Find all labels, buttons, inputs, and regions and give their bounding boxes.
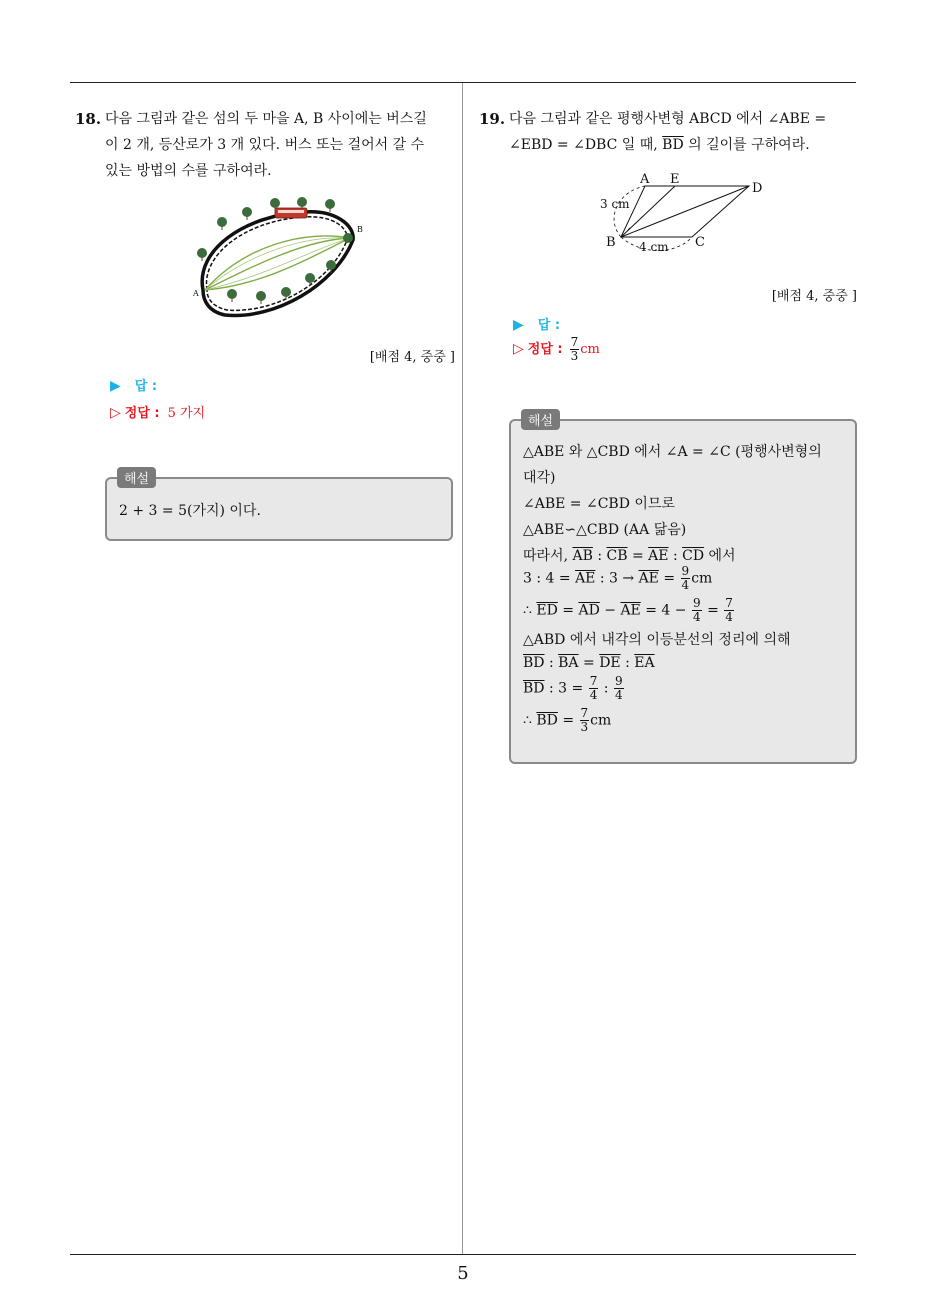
point-a-label: A bbox=[193, 289, 199, 298]
question-number: 18. bbox=[75, 110, 102, 128]
point-a-label: A bbox=[640, 172, 650, 187]
question-text-line: 있는 방법의 수를 구하여라. bbox=[105, 163, 272, 179]
solution-box-19 bbox=[509, 414, 857, 764]
solution-box-18 bbox=[105, 472, 453, 541]
point-c-label: C bbox=[695, 235, 705, 250]
question-19 bbox=[479, 106, 859, 158]
solution-line: 대각) bbox=[523, 470, 556, 486]
solution-tag: 해설 bbox=[521, 409, 560, 430]
question-text-line: 다음 그림과 같은 섬의 두 마을 A, B 사이에는 버스길 bbox=[105, 111, 427, 127]
point-d-label: D bbox=[752, 181, 763, 196]
page-number: 5 bbox=[457, 1263, 469, 1284]
solution-line: 따라서, $\overline{AB}$ : $\overline{CB} = \overline{AE}$ : $\overline{CD}$ 에서 bbox=[523, 548, 736, 564]
triangle-outline-icon: ▷ bbox=[110, 405, 121, 421]
length-label-bc: 4 cm bbox=[639, 240, 669, 254]
answer-input-19[interactable] bbox=[513, 314, 560, 333]
column-divider bbox=[462, 83, 463, 1255]
point-b-label: B bbox=[606, 235, 616, 250]
solution-line: △ABE∽△CBD (AA 닮음) bbox=[523, 522, 687, 538]
solution-tag: 해설 bbox=[117, 467, 156, 488]
segment-bd bbox=[621, 186, 749, 237]
solution-line: ∠ABE = ∠CBD 이므로 bbox=[523, 496, 675, 512]
correct-label: 정답 : bbox=[527, 342, 563, 357]
answer-label: 답 : bbox=[134, 379, 158, 394]
triangle-outline-icon: ▷ bbox=[513, 341, 524, 357]
correct-label: 정답 : bbox=[124, 406, 160, 421]
solution-line: ∴ $\overline{ED} = \overline{AD} - \overline{AE} = 4$ − $\frac{9}{4}$ = $\frac{7}{4}$ bbox=[523, 596, 733, 624]
question-text-line: 다음 그림과 같은 평행사변형 ABCD 에서 ∠ABE = bbox=[509, 111, 827, 127]
solution-line: $\overline{BD}$ : $\overline{BA} = \overline{DE}$ : $\overline{EA}$ bbox=[523, 655, 655, 671]
correct-value: 5 가지 bbox=[167, 406, 206, 421]
correct-value: $\frac{7}{3}$ cm bbox=[570, 335, 600, 363]
play-icon: ▶ bbox=[110, 378, 121, 394]
solution-text: 2 + 3 = 5(가지) 이다. bbox=[119, 503, 261, 519]
correct-answer-19 bbox=[513, 336, 600, 363]
island-figure bbox=[185, 190, 375, 325]
question-text-line: 이 2 개, 등산로가 3 개 있다. 버스 또는 걸어서 갈 수 bbox=[105, 137, 425, 153]
point-b-label: B bbox=[357, 225, 363, 234]
point-e-label: E bbox=[670, 172, 680, 187]
parallelogram-figure bbox=[596, 170, 776, 260]
question-18 bbox=[75, 106, 455, 184]
solution-line: 3 : $4 = \overline{AE}$ : $3 \to \overline{AE}$ = $\frac{9}{4}$ cm bbox=[523, 564, 713, 592]
answer-label: 답 : bbox=[537, 318, 561, 333]
solution-line: ∴ $\overline{BD}$ = $\frac{7}{3}$ cm bbox=[523, 706, 612, 734]
solution-line: $\overline{BD}$ : 3 = $\frac{7}{4}$ : $\frac{9}{4}$ bbox=[523, 674, 623, 702]
score-18: [배점 4, 중중 ] bbox=[369, 350, 455, 365]
length-label-ab: 3 cm bbox=[600, 197, 630, 211]
correct-answer-18 bbox=[110, 402, 205, 421]
answer-input-18[interactable] bbox=[110, 375, 157, 394]
question-number: 19. bbox=[479, 110, 506, 128]
question-text-line: ∠EBD = ∠DBC 일 때, $\overline{BD}$ 의 길이를 구하여라. bbox=[509, 137, 810, 153]
top-rule bbox=[70, 82, 856, 83]
segment-be bbox=[621, 186, 675, 237]
bottom-rule bbox=[70, 1254, 856, 1255]
play-icon: ▶ bbox=[513, 317, 524, 333]
solution-line: △ABD 에서 내각의 이등분선의 정리에 의해 bbox=[523, 632, 791, 648]
solution-line: △ABE 와 △CBD 에서 ∠A = ∠C (평행사변형의 bbox=[523, 444, 822, 460]
score-19: [배점 4, 중중 ] bbox=[771, 289, 857, 304]
